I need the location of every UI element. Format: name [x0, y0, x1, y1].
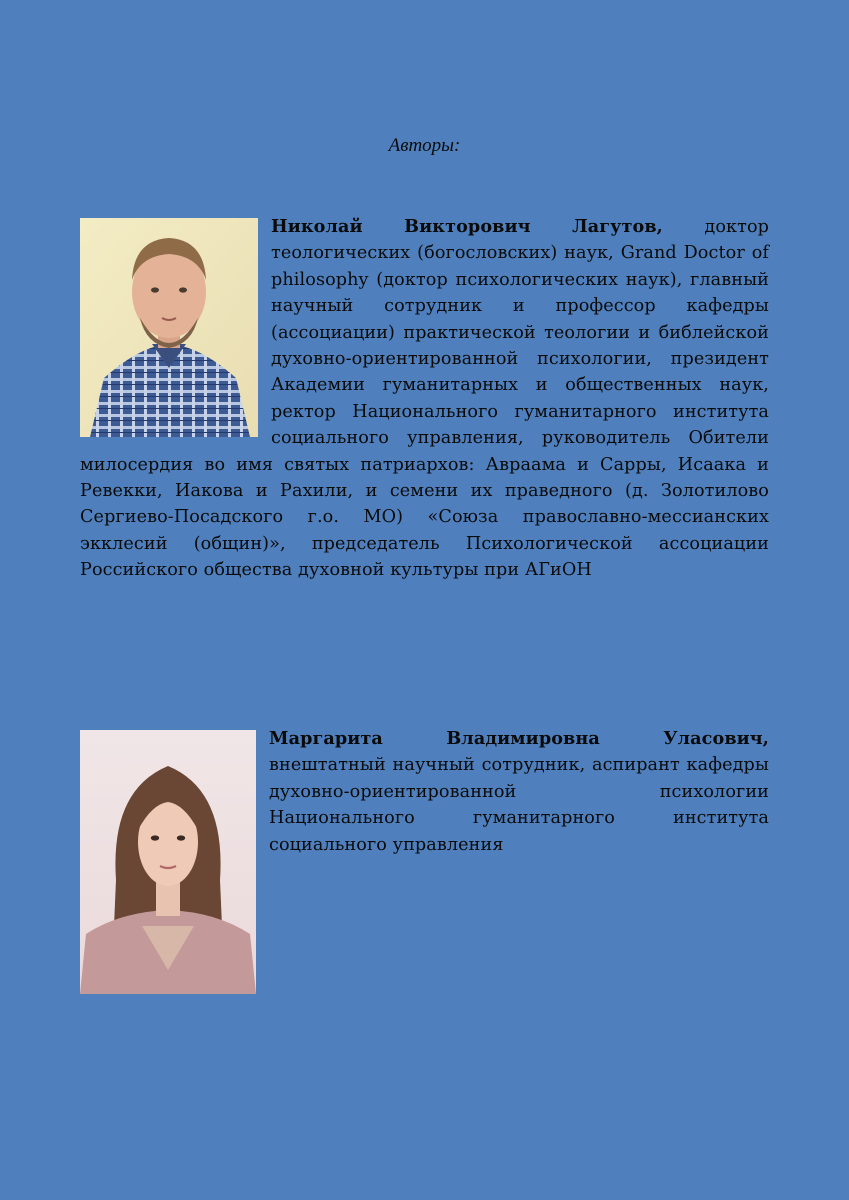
author-bio-1: доктор теологических (богословских) наук, Grand Doctor of philosophy (доктор психологических наук), главный научный сотрудник и профессор кафедры (ассоциации) практической теологии и библейской духовно-ориентированной психологии, президент Академии гуманитарных и общественных наук, ректор Национального гуманитарного института социального управления, руководитель Обители милосердия во имя святых патриархов: Авраама и Сарры, Исаака и Ревекки, Иакова и Рахили, и семени их праведного (д. Золотилово Сергиево-Посадского г.о. МО) «Союза православно-мессианских экклесий (общин)», председатель Психологической ассоциации Российского общества духовной культуры при АГиОН — [80, 217, 769, 581]
author-photo-2 — [80, 730, 256, 994]
author-entry-1 — [80, 214, 769, 584]
author-name-2: Маргарита Владимировна Уласович, — [269, 728, 769, 749]
page-heading: Авторы: — [388, 135, 461, 156]
author-bio-2: внештатный научный сотрудник, аспирант кафедры духовно-ориентированной психологии Национального гуманитарного института социального управления — [269, 755, 769, 855]
author-entry-2 — [80, 726, 769, 997]
author-name-1: Николай Викторович Лагутов, — [271, 216, 705, 237]
author-photo-1 — [80, 218, 258, 437]
